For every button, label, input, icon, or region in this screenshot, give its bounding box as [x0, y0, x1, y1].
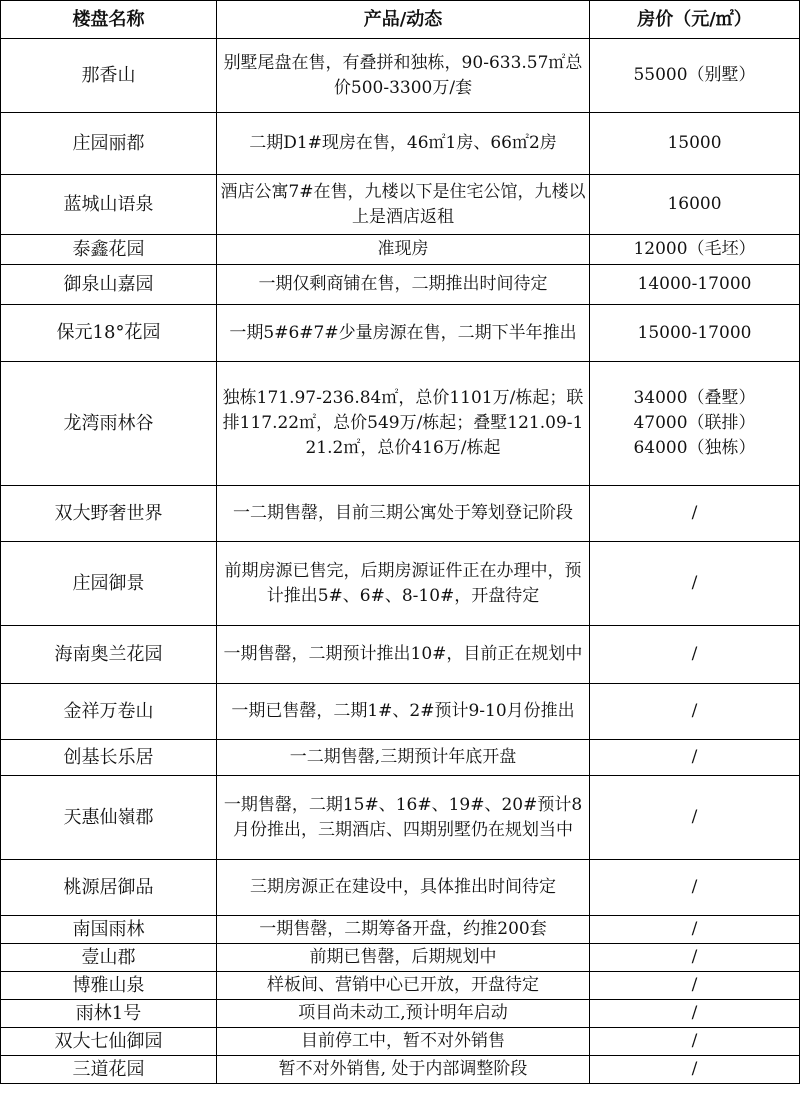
project-name-cell-text: 庄园丽都	[72, 132, 145, 154]
price-cell-text: 14000-17000	[637, 274, 752, 294]
product-status-cell[interactable]	[217, 684, 590, 740]
product-status-cell[interactable]	[217, 1028, 590, 1056]
product-status-cell-text: 一期仅剩商铺在售，二期推出时间待定	[258, 274, 548, 294]
product-status-cell[interactable]	[217, 305, 590, 362]
product-status-cell[interactable]	[217, 113, 590, 175]
product-status-cell-text: 别墅尾盘在售，有叠拼和独栋，90-633.57㎡总价500-3300万/套	[223, 52, 583, 98]
price-cell[interactable]	[590, 860, 800, 916]
price-cell-text: 12000（毛坯）	[633, 239, 756, 259]
product-status-cell-text: 项目尚未动工,预计明年启动	[298, 1003, 508, 1023]
price-cell[interactable]	[590, 1056, 800, 1084]
table-row	[1, 362, 800, 486]
price-cell[interactable]	[590, 626, 800, 684]
table-row	[1, 542, 800, 626]
price-cell-text: 15000-17000	[637, 322, 752, 343]
table-row	[1, 235, 800, 265]
table-row	[1, 740, 800, 776]
project-name-cell[interactable]	[1, 944, 217, 972]
product-status-cell[interactable]	[217, 235, 590, 265]
price-cell-text: /	[691, 807, 698, 827]
price-cell[interactable]	[590, 1000, 800, 1028]
price-cell[interactable]	[590, 305, 800, 362]
table-body	[1, 39, 800, 1084]
table-row	[1, 175, 800, 235]
product-status-cell-text: 前期已售罄，后期规划中	[309, 947, 497, 967]
price-cell[interactable]	[590, 684, 800, 740]
table-row	[1, 486, 800, 542]
product-status-cell-text: 二期D1#现房在售，46㎡1房、66㎡2房	[249, 133, 557, 153]
price-cell-text: 55000（别墅）	[633, 65, 756, 85]
product-status-cell-text: 一期售罄，二期15#、16#、19#、20#预计8月份推出，三期酒店、四期别墅仍在规划当中	[223, 794, 583, 840]
price-cell-text: /	[691, 1031, 698, 1051]
price-cell[interactable]	[590, 486, 800, 542]
product-status-cell-text: 一期售罄，二期筹备开盘，约推200套	[259, 919, 547, 939]
project-name-cell[interactable]	[1, 362, 217, 486]
price-cell[interactable]	[590, 916, 800, 944]
project-name-cell-text: 壹山郡	[81, 946, 136, 968]
project-name-cell[interactable]	[1, 39, 217, 113]
project-name-cell-text: 保元18°花园	[56, 322, 161, 343]
product-status-cell-text: 暂不对外销售, 处于内部调整阶段	[278, 1059, 528, 1079]
table-row	[1, 113, 800, 175]
project-name-cell-text: 双大野奢世界	[54, 502, 163, 524]
price-cell-text: /	[691, 573, 698, 593]
price-cell[interactable]	[590, 175, 800, 235]
price-cell[interactable]	[590, 39, 800, 113]
table-row	[1, 1000, 800, 1028]
table-row	[1, 39, 800, 113]
project-name-cell-text: 雨林1号	[75, 1002, 142, 1024]
project-name-cell-text: 南国雨林	[72, 918, 145, 940]
product-status-cell[interactable]	[217, 542, 590, 626]
project-name-cell-text: 蓝城山语泉	[63, 193, 154, 215]
price-cell[interactable]	[590, 1028, 800, 1056]
product-status-cell[interactable]	[217, 740, 590, 776]
project-name-cell[interactable]	[1, 1028, 217, 1056]
product-status-cell[interactable]	[217, 860, 590, 916]
product-status-cell[interactable]	[217, 362, 590, 486]
product-status-cell-text: 准现房	[377, 239, 429, 259]
price-cell[interactable]	[590, 740, 800, 776]
header-project-name[interactable]: 楼盘名称	[1, 1, 217, 39]
table-row	[1, 776, 800, 860]
product-status-cell-text: 样板间、营销中心已开放，开盘待定	[267, 975, 539, 995]
project-name-cell[interactable]	[1, 175, 217, 235]
price-cell-text: 15000	[667, 133, 722, 153]
project-name-cell-text: 御泉山嘉园	[63, 273, 154, 295]
product-status-cell-text: 三期房源正在建设中，具体推出时间待定	[250, 877, 556, 897]
product-status-cell[interactable]	[217, 944, 590, 972]
price-cell-text: /	[691, 701, 698, 721]
project-name-cell[interactable]	[1, 860, 217, 916]
header-row	[1, 1, 800, 39]
product-status-cell[interactable]	[217, 972, 590, 1000]
price-cell[interactable]	[590, 113, 800, 175]
price-cell[interactable]	[590, 776, 800, 860]
project-name-cell[interactable]	[1, 542, 217, 626]
project-name-cell[interactable]	[1, 1056, 217, 1084]
product-status-cell[interactable]	[217, 265, 590, 305]
price-cell[interactable]	[590, 542, 800, 626]
price-cell-text: /	[691, 503, 698, 523]
table-row	[1, 626, 800, 684]
header-product-status[interactable]: 产品/动态	[217, 1, 590, 39]
table-row	[1, 305, 800, 362]
project-name-cell[interactable]	[1, 626, 217, 684]
product-status-cell-text: 酒店公寓7#在售，九楼以下是住宅公馆，九楼以上是酒店返租	[220, 181, 586, 227]
product-status-cell[interactable]	[217, 175, 590, 235]
price-cell-text: /	[691, 1059, 698, 1079]
product-status-cell[interactable]	[217, 916, 590, 944]
project-name-cell[interactable]	[1, 972, 217, 1000]
product-status-cell[interactable]	[217, 1000, 590, 1028]
table-row	[1, 860, 800, 916]
price-cell[interactable]	[590, 362, 800, 486]
project-name-cell[interactable]	[1, 235, 217, 265]
project-name-cell[interactable]	[1, 776, 217, 860]
product-status-cell-text: 一期售罄，二期预计推出10#，目前正在规划中	[223, 644, 583, 664]
price-cell-text: /	[691, 1003, 698, 1023]
project-name-cell-text: 三道花园	[72, 1058, 145, 1080]
table-row	[1, 684, 800, 740]
header-price[interactable]: 房价（元/㎡）	[590, 1, 800, 39]
project-name-cell[interactable]	[1, 684, 217, 740]
price-cell-text: 16000	[667, 194, 722, 214]
project-name-cell[interactable]	[1, 113, 217, 175]
table-row	[1, 944, 800, 972]
price-cell-text: /	[691, 877, 698, 897]
table-row	[1, 916, 800, 944]
project-name-cell-text: 双大七仙御园	[54, 1030, 163, 1052]
product-status-cell[interactable]	[217, 776, 590, 860]
product-status-cell-text: 一二期售罄，目前三期公寓处于筹划登记阶段	[233, 503, 573, 523]
project-name-cell-text: 庄园御景	[72, 572, 145, 594]
price-cell[interactable]	[590, 944, 800, 972]
project-name-cell[interactable]	[1, 740, 217, 776]
product-status-cell[interactable]	[217, 1056, 590, 1084]
price-cell-text: /	[691, 975, 698, 995]
product-status-cell[interactable]	[217, 626, 590, 684]
project-name-cell-text: 博雅山泉	[72, 974, 145, 996]
table-row	[1, 1056, 800, 1084]
project-name-cell[interactable]	[1, 916, 217, 944]
product-status-cell-text: 前期房源已售完，后期房源证件正在办理中，预计推出5#、6#、8-10#，开盘待定	[224, 560, 582, 606]
project-name-cell-text: 那香山	[81, 64, 136, 86]
project-name-cell-text: 天惠仙嶺郡	[63, 806, 154, 828]
product-status-cell[interactable]	[217, 486, 590, 542]
price-cell-text: /	[691, 919, 698, 939]
price-cell-text: /	[691, 747, 698, 767]
price-cell-text: /	[691, 644, 698, 664]
price-cell[interactable]	[590, 265, 800, 305]
project-name-cell-text: 金祥万卷山	[63, 700, 154, 722]
project-name-cell[interactable]	[1, 1000, 217, 1028]
product-status-cell-text: 独栋171.97-236.84㎡，总价1101万/栋起；联排117.22㎡，总价549万/栋起；叠墅121.09-121.2㎡，总价416万/栋起	[222, 388, 584, 458]
project-name-cell[interactable]	[1, 486, 217, 542]
project-name-cell[interactable]	[1, 265, 217, 305]
price-cell-text: /	[691, 947, 698, 967]
project-name-cell-text: 桃源居御品	[63, 876, 154, 898]
price-cell-text: 34000（叠墅） 47000（联排） 64000（独栋）	[633, 388, 756, 458]
project-name-cell-text: 海南奥兰花园	[54, 643, 163, 665]
product-status-cell-text: 一期已售罄，二期1#、2#预计9-10月份推出	[231, 701, 575, 721]
project-name-cell-text: 泰鑫花园	[72, 238, 145, 260]
product-status-cell-text: 一期5#6#7#少量房源在售，二期下半年推出	[229, 322, 577, 343]
project-name-cell-text: 龙湾雨林谷	[63, 412, 154, 434]
table-row	[1, 972, 800, 1000]
product-status-cell[interactable]	[217, 39, 590, 113]
price-cell[interactable]	[590, 972, 800, 1000]
table-row	[1, 1028, 800, 1056]
product-status-cell-text: 一二期售罄,三期预计年底开盘	[289, 747, 517, 767]
project-name-cell-text: 创基长乐居	[63, 746, 154, 768]
product-status-cell-text: 目前停工中，暂不对外销售	[301, 1031, 505, 1051]
price-cell[interactable]	[590, 235, 800, 265]
project-name-cell[interactable]	[1, 305, 217, 362]
table-row	[1, 265, 800, 305]
